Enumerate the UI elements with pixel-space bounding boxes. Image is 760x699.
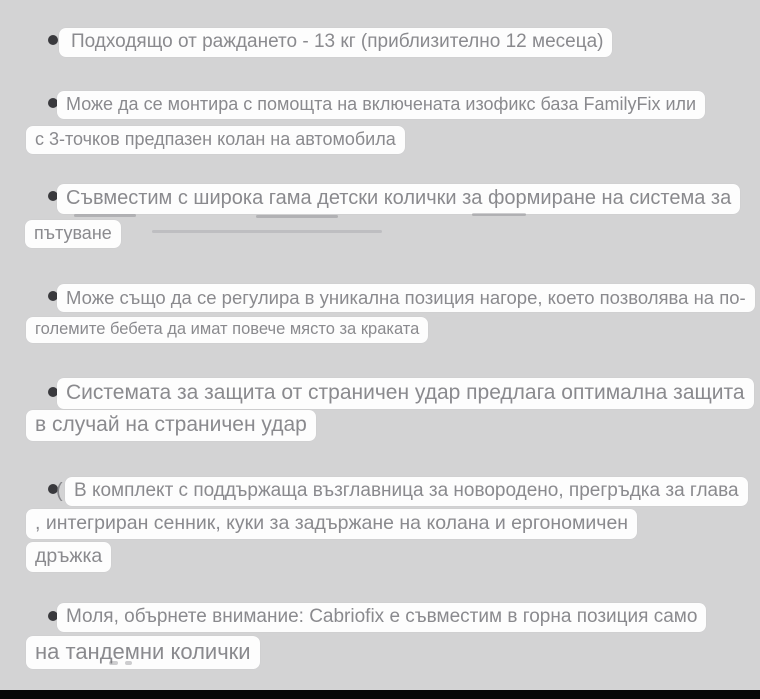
- bullet-4-line-2: големите бебета да имат повече място за краката: [26, 317, 428, 343]
- bullet-1-line-1: Подходящо от раждането - 13 кг (приблизително 12 месеца): [59, 28, 612, 57]
- bullet-3-line-1: Съвместим с широка гама детски колички за формиране на система за: [57, 184, 740, 214]
- ghost-text-artifact: [109, 661, 118, 665]
- bullet-6-line-2: , интегриран сенник, куки за задържане на колана и ергономичен: [26, 509, 637, 539]
- bullet-4-line-1: Може също да се регулира в уникална позиция нагоре, което позволява на по-: [57, 284, 755, 312]
- bullet-2-line-2: с 3-точков предпазен колан на автомобила: [26, 126, 405, 154]
- ghost-text-artifact: [472, 213, 526, 216]
- bullet-6-line-3: дръжка: [26, 542, 111, 572]
- bullet-6-line-1: В комплект с поддържаща възглавница за новородено, прегръдка за глава: [65, 477, 748, 506]
- bullet-5-line-2: в случай на страничен удар: [26, 410, 316, 441]
- bullet-5-line-1: Системата за защита от страничен удар предлага оптимална защита: [57, 378, 754, 409]
- bottom-bar: [0, 690, 760, 699]
- ghost-text-artifact: [125, 661, 132, 665]
- ghost-text-artifact: [152, 230, 382, 233]
- bullet-2-line-1: Може да се монтира с помощта на включената изофикс база FamilyFix или: [57, 91, 705, 119]
- ghost-text-artifact: [74, 214, 136, 217]
- bullet-7-line-1: Моля, обърнете внимание: Cabriofix е съвместим в горна позиция само: [57, 603, 706, 632]
- bullet-dot: [48, 35, 58, 45]
- ghost-text-artifact: [256, 215, 338, 218]
- uncovered-paren-artifact: (: [56, 480, 63, 502]
- bullet-3-line-2: пътуване: [25, 220, 121, 248]
- bullet-7-line-2: на тандемни колички: [26, 636, 260, 669]
